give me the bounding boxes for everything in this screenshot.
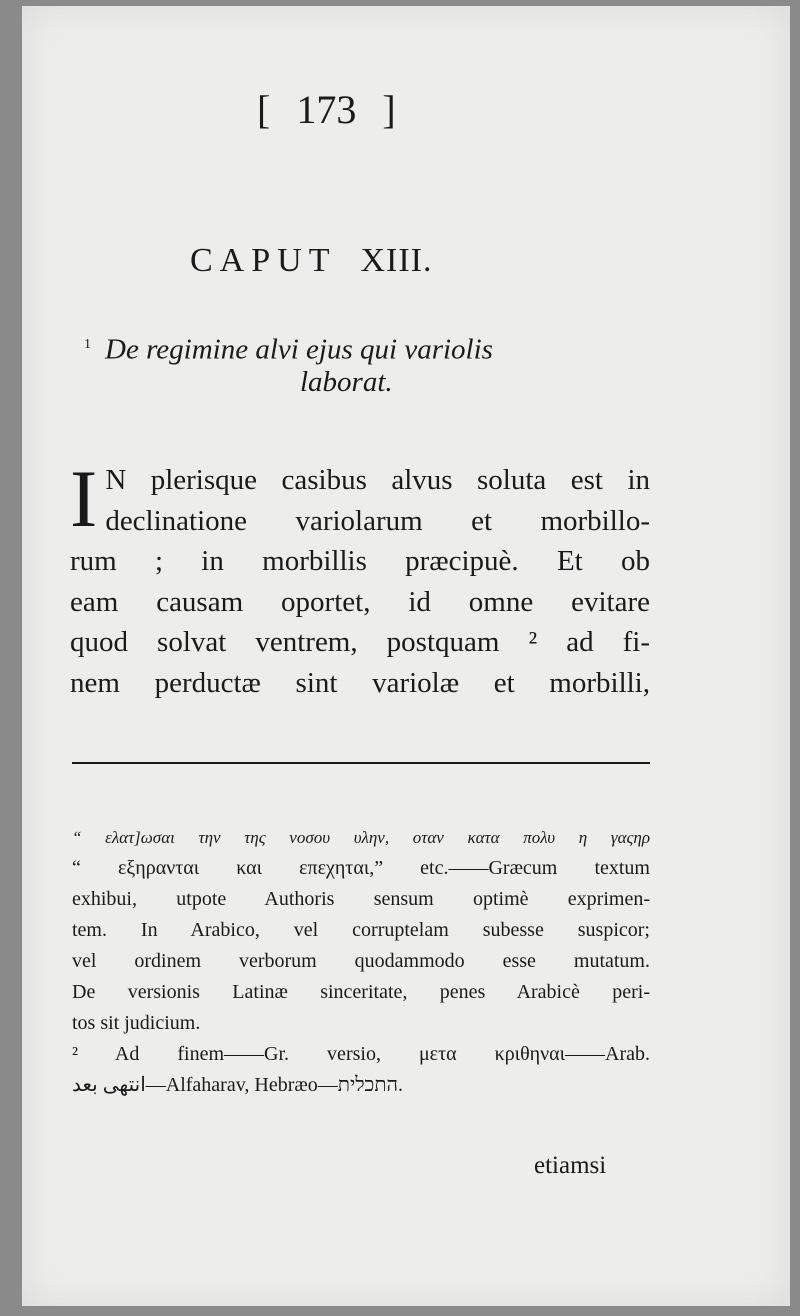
footnote-line: “ ελατ]ωσαι την της νοσου υλην, οταν κατα πολυ η γαςηρ	[72, 828, 650, 847]
subtitle-line-2: laborat.	[300, 366, 393, 398]
chapter-numeral: XIII.	[360, 242, 433, 279]
bracket-open: [	[257, 87, 271, 132]
catchword: etiamsi	[534, 1152, 607, 1179]
footnote-marker: 1	[84, 337, 91, 352]
footnote-line: “ εξηρανται και επεχηται,” etc.——Græcum textum	[72, 857, 650, 879]
page-number-header	[257, 86, 396, 133]
chapter-word: CAPUT	[190, 242, 337, 279]
drop-cap: I	[70, 453, 98, 544]
footnote-line: tem. In Arabico, vel corruptelam subesse suspicor;	[72, 919, 650, 941]
body-line: eam causam oportet, id omne evitare	[70, 585, 650, 618]
body-line: nem perductæ sint variolæ et morbilli,	[70, 666, 650, 699]
footnotes	[72, 822, 650, 1101]
footnote-line: tos sit judicium.	[72, 1012, 201, 1034]
page-number: 173	[296, 87, 357, 132]
bracket-close: ]	[382, 87, 396, 132]
footnote-line: انتهى بعد—Alfaharav, Hebræo—התכלית.	[72, 1074, 404, 1096]
chapter-subtitle	[84, 326, 493, 369]
subtitle-line-1: De regimine alvi ejus qui variolis	[105, 333, 493, 366]
footnote-divider	[72, 762, 650, 764]
footnote-line: vel ordinem verborum quodammodo esse mutatum.	[72, 950, 650, 972]
footnote-line: ² Ad finem——Gr. versio, μετα κριθηναι——Arab.	[72, 1043, 650, 1065]
footnote-line: De versionis Latinæ sinceritate, penes Arabicè peri-	[72, 981, 650, 1003]
book-page	[22, 6, 790, 1306]
body-line: rum ; in morbillis præcipuè. Et ob	[70, 545, 650, 577]
body-line: N plerisque casibus alvus soluta est in	[105, 464, 650, 496]
body-line: quod solvat ventrem, postquam ² ad fi-	[70, 626, 650, 658]
footnote-line: exhibui, utpote Authoris sensum optimè exprimen-	[72, 888, 650, 910]
chapter-heading	[190, 242, 433, 280]
body-line: declinatione variolarum et morbillo-	[105, 504, 650, 537]
body-paragraph	[70, 453, 650, 703]
